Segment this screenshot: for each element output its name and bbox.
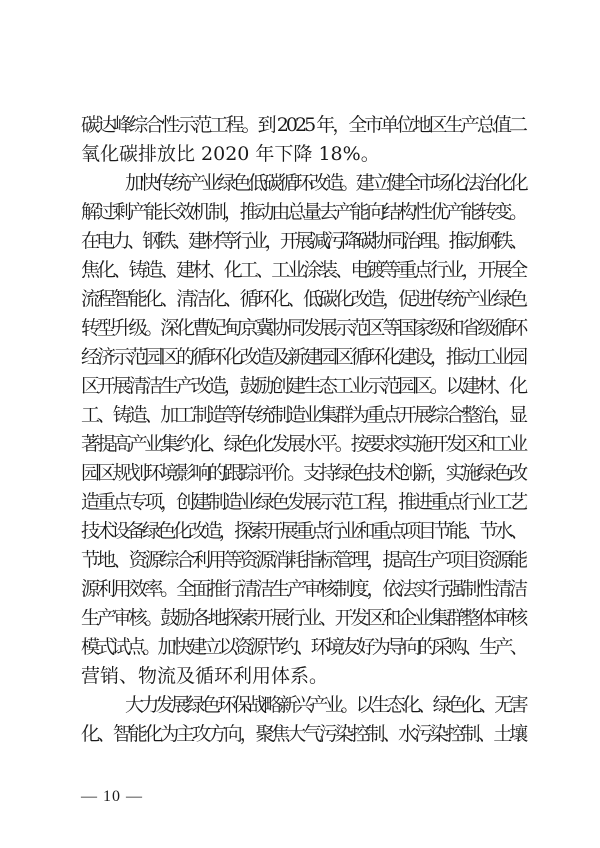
page-number: — 10 —: [81, 788, 143, 805]
text-line: 著提高产业集约化、绿色化发展水平。按要求实施开发区和工业: [81, 433, 525, 455]
text-line: 区开展清洁生产改造，鼓励创建生态工业示范园区。以建材、化: [81, 375, 525, 397]
text-line: 在电力、钢铁、建材等行业，开展减污降碳协同治理。推动钢铁、: [81, 230, 525, 252]
text-line: 碳达峰综合性示范工程。到 2025 年，全市单位地区生产总值二: [81, 114, 525, 136]
text-line: 技术设备绿色化改造，探索开展重点行业和重点项目节能、节水、: [81, 520, 525, 542]
text-line: 解过剩产能长效机制，推动由总量去产能向结构性优产能转变。: [81, 201, 525, 223]
text-line: 焦化、铸造、建材、化工、工业涂装、电镀等重点行业，开展全: [81, 259, 525, 281]
text-line: 流程智能化、清洁化、循环化、低碳化改造，促进传统产业绿色: [81, 288, 525, 310]
text-line: 转型升级。深化曹妃甸京冀协同发展示范区等国家级和省级循环: [81, 317, 525, 339]
text-line: 源利用效率。全面推行清洁生产审核制度，依法实行强制性清洁: [81, 578, 525, 600]
text-line: 加快传统产业绿色低碳循环改造。建立健全市场化法治化化: [125, 172, 525, 194]
text-line: 大力发展绿色环保战略新兴产业。以生态化、绿色化、无害: [125, 694, 525, 716]
text-line: 化、智能化为主攻方向，聚焦大气污染控制、水污染控制、土壤: [81, 723, 525, 745]
text-line: 工、铸造、加工制造等传统制造业集群为重点开展综合整治，显: [81, 404, 525, 426]
text-line: 氧化碳排放比 2020 年下降 18%。: [81, 143, 380, 165]
text-line: 节地、资源综合利用等资源消耗指标管理，提高生产项目资源能: [81, 549, 525, 571]
text-line: 造重点专项，创建制造业绿色发展示范工程，推进重点行业工艺: [81, 491, 525, 513]
text-line: 经济示范园区的循环化改造及新建园区循环化建设，推动工业园: [81, 346, 525, 368]
text-line: 模式试点。加快建立以资源节约、环境友好为导向的采购、生产、: [81, 636, 525, 658]
text-line: 园区规划环境影响的跟踪评价。支持绿色技术创新，实施绿色改: [81, 462, 525, 484]
body-text: [81, 111, 525, 749]
text-line: 生产审核。鼓励各地探索开展行业、开发区和企业集群整体审核: [81, 607, 525, 629]
text-line: 营销、物流及循环利用体系。: [81, 665, 329, 687]
